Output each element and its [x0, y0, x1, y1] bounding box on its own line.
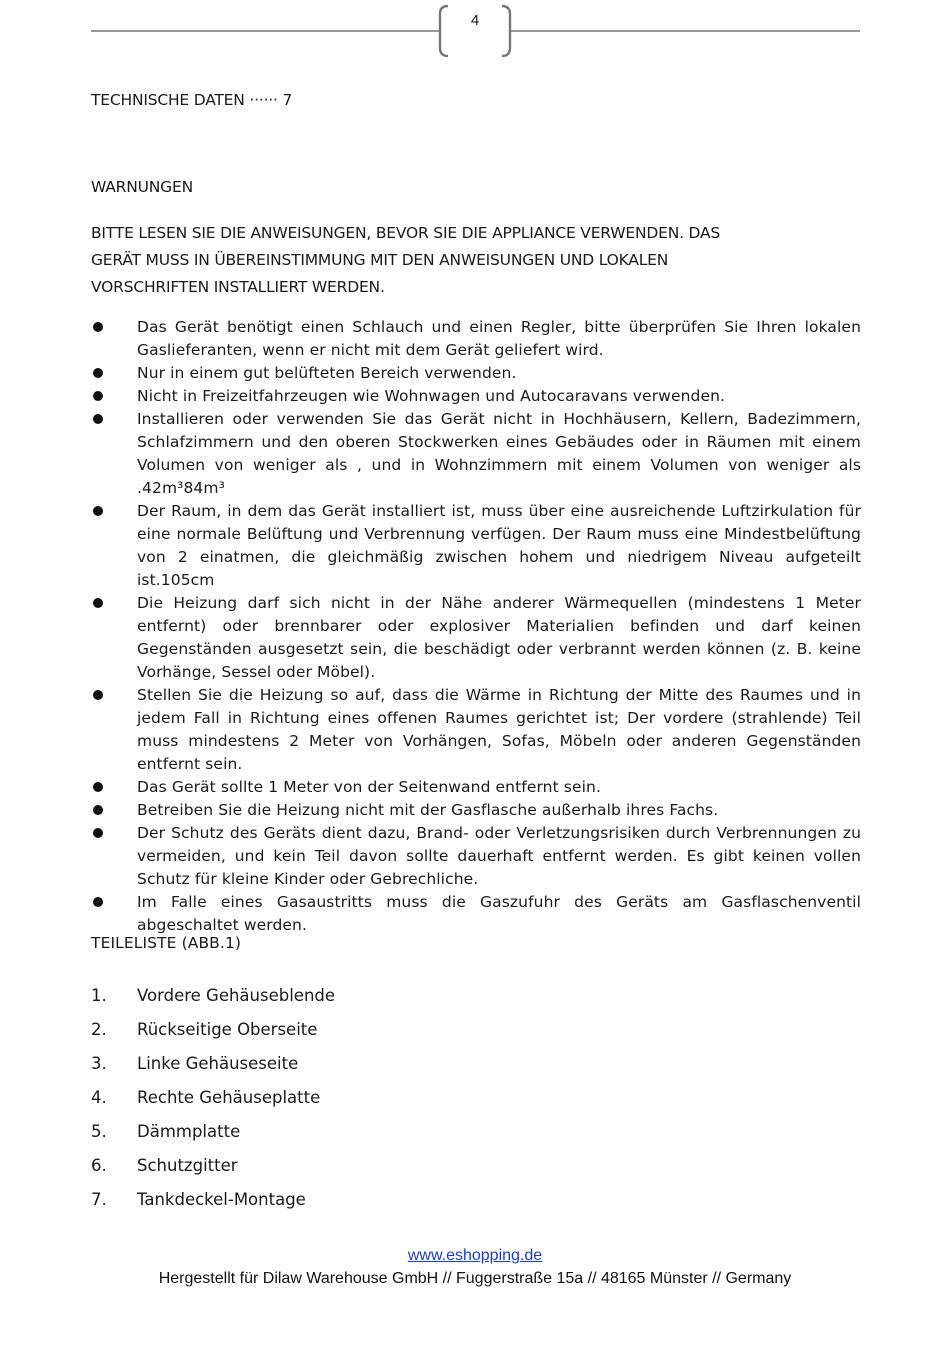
warnings-bullet-list	[91, 316, 861, 937]
bullet-icon	[93, 322, 103, 332]
warning-text: Das Gerät benötigt einen Schlauch und einen Regler, bitte überprüfen Sie Ihren lokalen Gaslieferanten, wenn er nicht mit dem Gerät geliefert wird.	[137, 318, 861, 359]
toc-entry-technical-data: TECHNISCHE DATEN ······ 7	[91, 91, 293, 109]
parts-list-heading: TEILELISTE (ABB.1)	[91, 934, 242, 952]
bullet-icon	[93, 391, 103, 401]
warning-item	[91, 891, 861, 937]
bullet-icon	[93, 782, 103, 792]
warning-item	[91, 385, 861, 408]
warnings-intro	[91, 220, 801, 301]
part-label: Rückseitige Oberseite	[137, 1020, 318, 1039]
warnings-intro-line: VORSCHRIFTEN INSTALLIERT WERDEN.	[91, 278, 385, 296]
warning-item	[91, 776, 861, 799]
part-label: Dämmplatte	[137, 1122, 241, 1141]
warning-text: Nur in einem gut belüfteten Bereich verwenden.	[137, 364, 517, 382]
warnings-intro-line: GERÄT MUSS IN ÜBEREINSTIMMUNG MIT DEN ANWEISUNGEN UND LOKALEN	[91, 251, 669, 269]
part-label: Schutzgitter	[137, 1156, 238, 1175]
warning-text: Die Heizung darf sich nicht in der Nähe anderer Wärmequellen (mindestens 1 Meter entfernt) oder brennbarer oder explosiver Materialien befinden und darf keinen Gegenständen ausgesetzt sein, die beschädigt oder verbrannt werden können (z. B. keine Vorhänge, Sessel oder Möbel).	[137, 594, 861, 681]
warning-item	[91, 684, 861, 776]
page-header	[0, 0, 950, 60]
part-label: Vordere Gehäuseblende	[137, 986, 336, 1005]
warning-text: Der Schutz des Geräts dient dazu, Brand- oder Verletzungsrisiken durch Verbrennungen zu vermeiden, und kein Teil davon sollte dauerhaft entfernt werden. Es gibt keinen vollen Schutz für kleine Kinder oder Gebrechliche.	[137, 824, 861, 888]
part-label: Linke Gehäuseseite	[137, 1054, 299, 1073]
warning-text: Nicht in Freizeitfahrzeugen wie Wohnwagen und Autocaravans verwenden.	[137, 387, 726, 405]
warning-text: Das Gerät sollte 1 Meter von der Seitenwand entfernt sein.	[137, 778, 601, 796]
part-number: 6.	[91, 1156, 107, 1175]
warning-text: Stellen Sie die Heizung so auf, dass die Wärme in Richtung der Mitte des Raumes und in jedem Fall in Richtung eines offenen Raumes gerichtet ist; Der vordere (strahlende) Teil muss mindestens 2 Meter von Vorhängen, Sofas, Möbeln oder anderen Gegenständen entfernt sein.	[137, 686, 861, 773]
part-number: 3.	[91, 1054, 107, 1073]
warning-text: Betreiben Sie die Heizung nicht mit der Gasflasche außerhalb ihres Fachs.	[137, 801, 719, 819]
part-number: 1.	[91, 986, 107, 1005]
bullet-icon	[93, 805, 103, 815]
warning-item	[91, 362, 861, 385]
part-label: Rechte Gehäuseplatte	[137, 1088, 321, 1107]
bullet-icon	[93, 368, 103, 378]
warning-item	[91, 822, 861, 891]
manufacturer-address: Hergestellt für Dilaw Warehouse GmbH // Fuggerstraße 15a // 48165 Münster // Germany	[158, 1270, 792, 1287]
warning-item	[91, 799, 861, 822]
page-number: 4	[470, 12, 480, 29]
bullet-icon	[93, 506, 103, 516]
warning-item	[91, 408, 861, 500]
warnings-intro-line: BITTE LESEN SIE DIE ANWEISUNGEN, BEVOR SIE DIE APPLIANCE VERWENDEN. DAS	[91, 224, 721, 242]
warning-text: Im Falle eines Gasaustritts muss die Gaszufuhr des Geräts am Gasflaschenventil abgeschaltet werden.	[137, 893, 861, 934]
bullet-icon	[93, 828, 103, 838]
bullet-icon	[93, 897, 103, 907]
website-link[interactable]: www.eshopping.de	[407, 1247, 543, 1264]
warnings-heading: WARNUNGEN	[91, 178, 193, 196]
bullet-icon	[93, 690, 103, 700]
warning-item	[91, 316, 861, 362]
part-number: 7.	[91, 1190, 107, 1209]
part-number: 4.	[91, 1088, 107, 1107]
part-number: 2.	[91, 1020, 107, 1039]
part-label: Tankdeckel-Montage	[137, 1190, 306, 1209]
part-number: 5.	[91, 1122, 107, 1141]
header-rule-with-bracket	[0, 0, 950, 60]
warning-text: Installieren oder verwenden Sie das Gerät nicht in Hochhäusern, Kellern, Badezimmern, Schlafzimmern und den oberen Stockwerken eines Gebäudes oder in Räumen mit einem Volumen von weniger als , und in Wohnzimmern mit einem Volumen von weniger als .42m³84m³	[137, 410, 861, 497]
warning-item	[91, 500, 861, 592]
bullet-icon	[93, 414, 103, 424]
warning-text: Der Raum, in dem das Gerät installiert ist, muss über eine ausreichende Luftzirkulation für eine normale Belüftung und Verbrennung verfügen. Der Raum muss eine Mindestbelüftung von 2 einatmen, die gleichmäßig zwischen hohem und niedrigem Niveau aufgeteilt ist.105cm	[137, 502, 861, 589]
bullet-icon	[93, 598, 103, 608]
warning-item	[91, 592, 861, 684]
